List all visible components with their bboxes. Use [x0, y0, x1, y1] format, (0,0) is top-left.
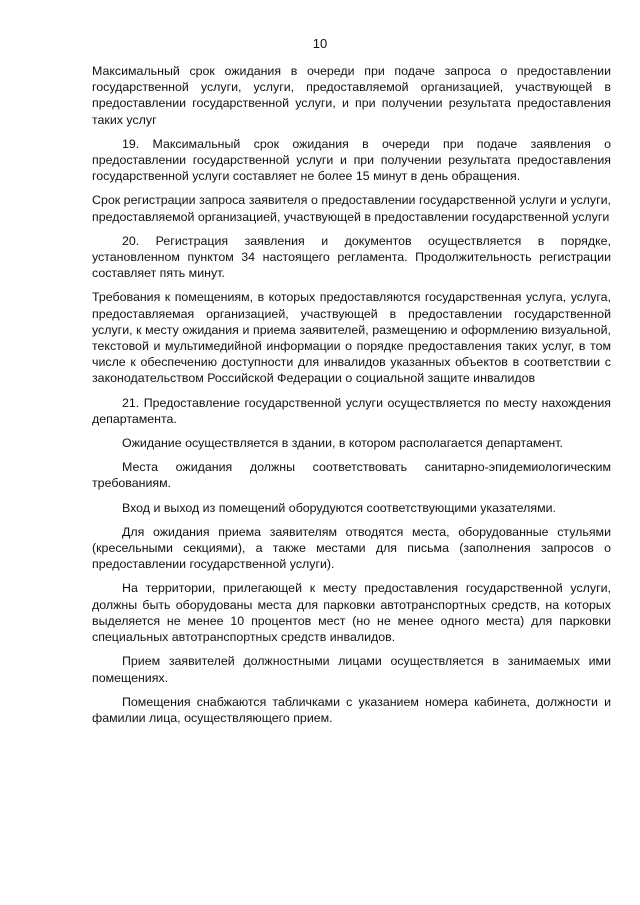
paragraph-reception-rooms: Прием заявителей должностными лицами осуществляется в занимаемых ими помещениях.: [92, 654, 611, 685]
paragraph-waiting-location: Ожидание осуществляется в здании, в котором располагается департамент.: [122, 436, 563, 451]
paragraph-waiting-seats: Для ожидания приема заявителям отводятся места, оборудованные стульями (кресельными секциями), а также местами для письма (заполнения запросов о предоставлении государственной услуги).: [92, 524, 611, 572]
document-body: [92, 63, 611, 734]
section-heading-registration-time: Срок регистрации запроса заявителя о предоставлении государственной услуги и услуги, предоставляемой организацией, участвующей в предоставлении государственной услуги: [92, 193, 611, 224]
paragraph-19: 19. Максимальный срок ожидания в очереди при подаче заявления о предоставлении государственной услуги и при получении результата предоставления государственной услуги составляет не более 15 минут в день обращения.: [92, 136, 611, 184]
paragraph-entrance-signs: Вход и выход из помещений оборудуются соответствующими указателями.: [122, 500, 556, 515]
section-heading-premises-requirements: Требования к помещениям, в которых предоставляются государственная услуга, услуга, предоставляемая организацией, участвующей в предоставлении государственной услуги, к месту ожидания и приема заявителей, размещению и оформлению визуальной, текстовой и мультимедийной информации о порядке предоставления таких услуг, в том числе к обеспечению доступности для инвалидов указанных объектов в соответствии с законодательством Российской Федерации о социальной защите инвалидов: [92, 290, 611, 386]
section-heading-waiting-time: Максимальный срок ожидания в очереди при подаче запроса о предоставлении государственной услуги, услуги, предоставляемой организацией, участвующей в предоставлении государственной услуги, и при получении результата предоставления таких услуг: [92, 64, 611, 127]
paragraph-room-signs: Помещения снабжаются табличками с указанием номера кабинета, должности и фамилии лица, осуществляющего прием.: [92, 694, 611, 725]
paragraph-waiting-sanitary: Места ожидания должны соответствовать санитарно-эпидемиологическим требованиям.: [92, 460, 611, 491]
paragraph-21: 21. Предоставление государственной услуги осуществляется по месту нахождения департамента.: [92, 395, 611, 426]
paragraph-20: 20. Регистрация заявления и документов осуществляется в порядке, установленном пунктом 34 настоящего регламента. Продолжительность регистрации составляет пять минут.: [92, 233, 611, 281]
paragraph-parking: На территории, прилегающей к месту предоставления государственной услуги, должны быть оборудованы места для парковки автотранспортных средств, на которых выделяется не менее 10 процентов мест (но не менее одного места) для парковки специальных автотранспортных средств инвалидов.: [92, 581, 611, 645]
page-number: 10: [312, 36, 328, 51]
